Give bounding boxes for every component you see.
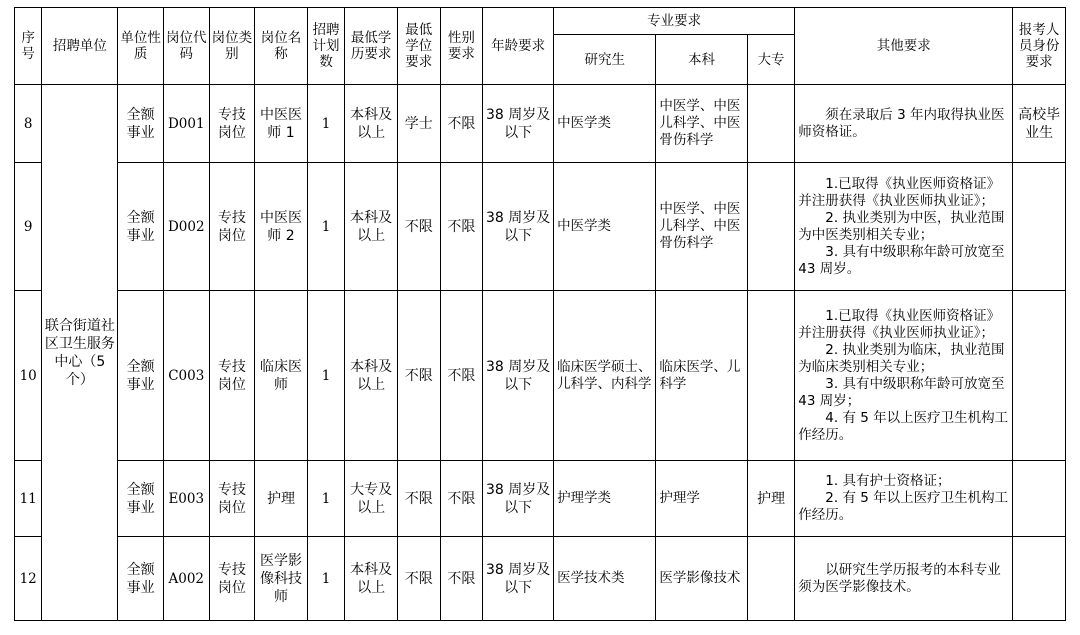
header-identity: 报考人员身份要求 bbox=[1013, 8, 1066, 85]
header-name: 岗位名称 bbox=[255, 8, 308, 85]
cell-unit-name: 联合街道社区卫生服务中心（5个） bbox=[42, 85, 118, 621]
cell-age: 38 周岁及以下 bbox=[483, 537, 554, 621]
table-row bbox=[15, 537, 1066, 621]
cell-category: 专技岗位 bbox=[209, 537, 255, 621]
header-seq: 序号 bbox=[15, 8, 42, 85]
cell-other bbox=[795, 291, 1013, 461]
other-line: 1.已取得《执业医师资格证》并注册获得《执业医师执业证》； bbox=[798, 307, 1001, 341]
cell-nature: 全额事业 bbox=[118, 461, 164, 537]
recruitment-table-wrapper bbox=[14, 7, 1066, 621]
cell-category: 专技岗位 bbox=[209, 461, 255, 537]
cell-degree: 不限 bbox=[398, 537, 441, 621]
cell-category: 专技岗位 bbox=[209, 85, 255, 163]
cell-name: 临床医师 bbox=[255, 291, 308, 461]
cell-gender: 不限 bbox=[440, 537, 483, 621]
cell-gender: 不限 bbox=[440, 291, 483, 461]
header-category: 岗位类别 bbox=[209, 8, 255, 85]
cell-name: 中医医师 2 bbox=[255, 163, 308, 291]
cell-grad: 临床医学硕士、儿科学、内科学 bbox=[554, 291, 656, 461]
header-major-grad: 研究生 bbox=[554, 35, 656, 85]
cell-age: 38 周岁及以下 bbox=[483, 85, 554, 163]
header-major-bachelor: 本科 bbox=[656, 35, 747, 85]
header-edu: 最低学历要求 bbox=[345, 8, 398, 85]
cell-degree: 不限 bbox=[398, 163, 441, 291]
other-line: 3. 具有中级职称年龄可放宽至 43 周岁； bbox=[798, 375, 1005, 409]
cell-age: 38 周岁及以下 bbox=[483, 163, 554, 291]
cell-gender: 不限 bbox=[440, 163, 483, 291]
cell-code: A002 bbox=[163, 537, 209, 621]
table-row bbox=[15, 163, 1066, 291]
other-line: 2. 执业类别为临床，执业范围为临床类别相关专业； bbox=[798, 341, 1005, 375]
cell-code: D001 bbox=[163, 85, 209, 163]
cell-other bbox=[795, 163, 1013, 291]
cell-other bbox=[795, 461, 1013, 537]
cell-bachelor: 中医学、中医儿科学、中医骨伤科学 bbox=[656, 163, 747, 291]
cell-nature: 全额事业 bbox=[118, 85, 164, 163]
cell-college bbox=[747, 291, 795, 461]
cell-code: E003 bbox=[163, 461, 209, 537]
cell-quota: 1 bbox=[307, 537, 344, 621]
header-quota: 招聘计划数 bbox=[307, 8, 344, 85]
other-line: 1.已取得《执业医师资格证》并注册获得《执业医师执业证》； bbox=[798, 175, 1001, 209]
other-line: 2. 有 5 年以上医疗卫生机构工作经历。 bbox=[798, 490, 1009, 523]
cell-grad: 医学技术类 bbox=[554, 537, 656, 621]
cell-identity-empty bbox=[1013, 163, 1066, 291]
other-line: 以研究生学历报考的本科专业须为医学影像技术。 bbox=[798, 561, 1001, 595]
cell-age: 38 周岁及以下 bbox=[483, 291, 554, 461]
cell-gender: 不限 bbox=[440, 85, 483, 163]
cell-bachelor: 医学影像技术 bbox=[656, 537, 747, 621]
cell-seq: 11 bbox=[15, 461, 42, 537]
header-other: 其他要求 bbox=[795, 8, 1013, 85]
cell-edu: 本科及以上 bbox=[345, 85, 398, 163]
cell-code: D002 bbox=[163, 163, 209, 291]
cell-nature: 全额事业 bbox=[118, 537, 164, 621]
cell-college bbox=[747, 537, 795, 621]
cell-grad: 护理学类 bbox=[554, 461, 656, 537]
header-age: 年龄要求 bbox=[483, 8, 554, 85]
cell-name: 中医医师 1 bbox=[255, 85, 308, 163]
cell-edu: 大专及以上 bbox=[345, 461, 398, 537]
cell-degree: 不限 bbox=[398, 291, 441, 461]
header-degree: 最低学位要求 bbox=[398, 8, 441, 85]
cell-quota: 1 bbox=[307, 85, 344, 163]
cell-gender: 不限 bbox=[440, 461, 483, 537]
table-row bbox=[15, 291, 1066, 461]
cell-identity-empty bbox=[1013, 537, 1066, 621]
cell-grad: 中医学类 bbox=[554, 163, 656, 291]
header-code: 岗位代码 bbox=[163, 8, 209, 85]
other-line: 4. 有 5 年以上医疗卫生机构工作经历。 bbox=[798, 409, 1009, 443]
header-nature: 单位性质 bbox=[118, 8, 164, 85]
cell-quota: 1 bbox=[307, 461, 344, 537]
cell-identity-empty bbox=[1013, 461, 1066, 537]
cell-nature: 全额事业 bbox=[118, 163, 164, 291]
cell-name: 护理 bbox=[255, 461, 308, 537]
cell-age: 38 周岁及以下 bbox=[483, 461, 554, 537]
cell-other bbox=[795, 537, 1013, 621]
recruitment-table bbox=[14, 7, 1066, 621]
cell-identity: 高校毕业生 bbox=[1013, 85, 1066, 163]
cell-college: 护理 bbox=[747, 461, 795, 537]
cell-edu: 本科及以上 bbox=[345, 163, 398, 291]
cell-category: 专技岗位 bbox=[209, 163, 255, 291]
cell-college bbox=[747, 85, 795, 163]
header-gender: 性别要求 bbox=[440, 8, 483, 85]
cell-quota: 1 bbox=[307, 291, 344, 461]
header-unit: 招聘单位 bbox=[42, 8, 118, 85]
table-row bbox=[15, 85, 1066, 163]
cell-edu: 本科及以上 bbox=[345, 291, 398, 461]
cell-nature: 全额事业 bbox=[118, 291, 164, 461]
cell-grad: 中医学类 bbox=[554, 85, 656, 163]
header-major-college: 大专 bbox=[747, 35, 795, 85]
other-line: 2. 执业类别为中医，执业范围为中医类别相关专业； bbox=[798, 209, 1005, 243]
cell-bachelor: 护理学 bbox=[656, 461, 747, 537]
cell-category: 专技岗位 bbox=[209, 291, 255, 461]
cell-bachelor: 临床医学、儿科学 bbox=[656, 291, 747, 461]
other-line: 3. 具有中级职称年龄可放宽至 43 周岁。 bbox=[798, 243, 1005, 277]
cell-seq: 9 bbox=[15, 163, 42, 291]
cell-name: 医学影像科技师 bbox=[255, 537, 308, 621]
cell-seq: 10 bbox=[15, 291, 42, 461]
other-line: 1. 具有护士资格证； bbox=[825, 473, 951, 489]
cell-seq: 8 bbox=[15, 85, 42, 163]
cell-quota: 1 bbox=[307, 163, 344, 291]
header-major: 专业要求 bbox=[554, 8, 795, 35]
cell-edu: 本科及以上 bbox=[345, 537, 398, 621]
other-line: 须在录取后 3 年内取得执业医师资格证。 bbox=[798, 106, 1005, 140]
cell-seq: 12 bbox=[15, 537, 42, 621]
cell-degree: 学士 bbox=[398, 85, 441, 163]
cell-code: C003 bbox=[163, 291, 209, 461]
cell-bachelor: 中医学、中医儿科学、中医骨伤科学 bbox=[656, 85, 747, 163]
cell-identity-empty bbox=[1013, 291, 1066, 461]
cell-college bbox=[747, 163, 795, 291]
cell-other bbox=[795, 85, 1013, 163]
table-row bbox=[15, 461, 1066, 537]
cell-degree: 不限 bbox=[398, 461, 441, 537]
